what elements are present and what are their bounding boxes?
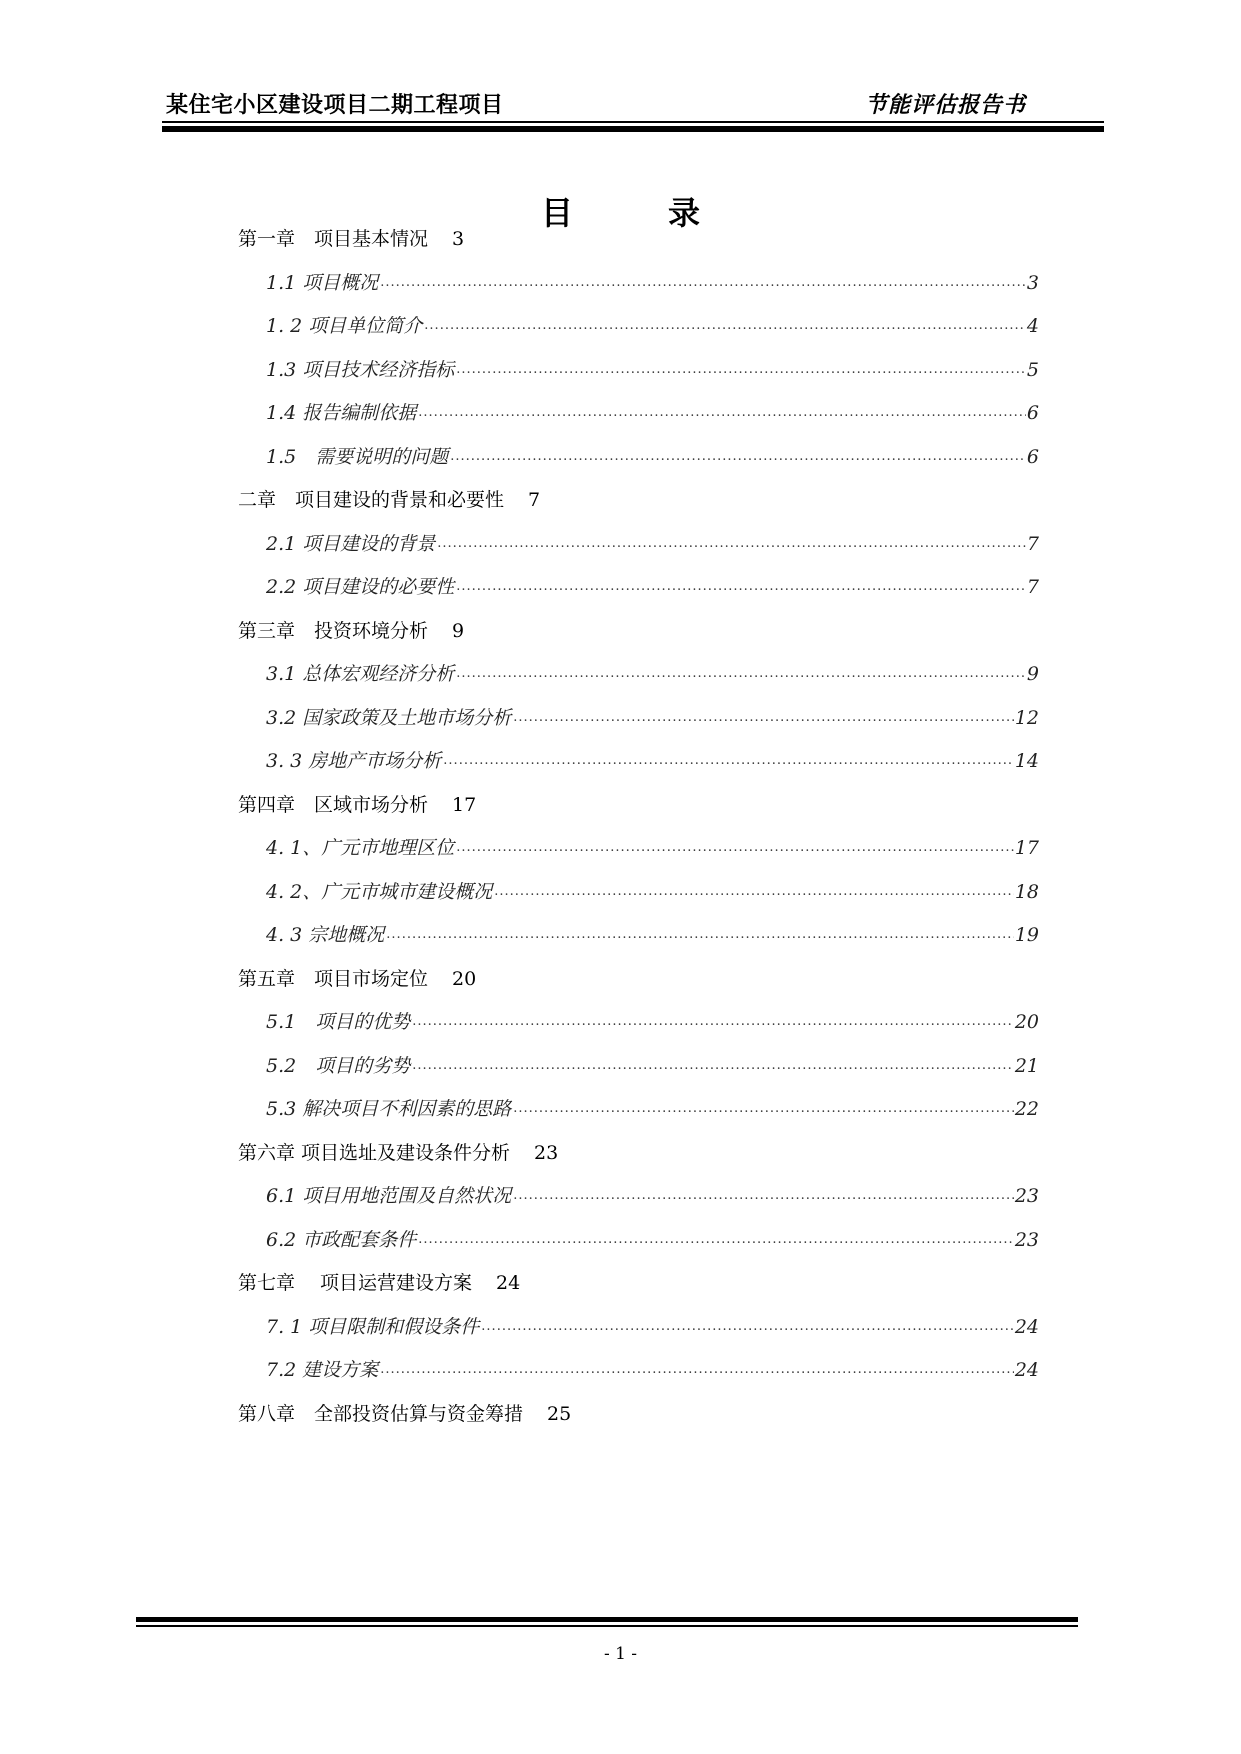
toc-entry-label: 3.2 国家政策及土地市场分析	[266, 706, 512, 729]
toc-entry-page: 9	[452, 619, 465, 642]
toc-chapter-entry[interactable]	[238, 964, 476, 994]
toc-entry-label: 第三章 投资环境分析	[238, 619, 429, 642]
toc-entry-label: 7. 1 项目限制和假设条件	[266, 1315, 480, 1338]
toc-leader-dots	[450, 442, 1026, 472]
toc-entry-page: 24	[496, 1272, 521, 1294]
toc-entry-page: 25	[547, 1402, 572, 1425]
toc-section-entry[interactable]	[266, 355, 1039, 385]
toc-entry-page: 19	[1014, 924, 1039, 946]
toc-entry-label: 4. 2、广元市城市建设概况	[266, 880, 493, 903]
toc-entry-label: 3.1 总体宏观经济分析	[266, 663, 455, 685]
toc-entry-page: 4	[1026, 315, 1039, 337]
toc-entry-page: 17	[1014, 837, 1039, 859]
toc-entry-page: 23	[1014, 1228, 1039, 1251]
toc-section-entry[interactable]	[266, 659, 1039, 689]
toc-chapter-entry[interactable]	[238, 1399, 571, 1429]
toc-chapter-entry[interactable]	[238, 1268, 520, 1298]
header-rule-thin	[162, 121, 1104, 123]
toc-chapter-entry[interactable]	[238, 1138, 558, 1168]
toc-section-entry[interactable]	[266, 920, 1039, 950]
toc-entry-label: 7.2 建设方案	[266, 1359, 379, 1381]
toc-chapter-entry[interactable]	[238, 790, 476, 820]
toc-entry-label: 二章 项目建设的背景和必要性	[238, 489, 505, 511]
toc-entry-page: 14	[1014, 750, 1039, 772]
toc-title: 目录	[540, 194, 795, 232]
toc-leader-dots	[424, 311, 1026, 341]
toc-entry-page: 23	[534, 1141, 559, 1164]
toc-entry-label: 1.4 报告编制依据	[266, 402, 417, 424]
toc-entry-label: 第七章 项目运营建设方案	[238, 1272, 473, 1294]
toc-entry-page: 6	[1026, 402, 1039, 424]
toc-leader-dots	[443, 746, 1014, 776]
toc-entry-page: 7	[1026, 532, 1039, 555]
toc-entry-label: 5.2 项目的劣势	[266, 1054, 411, 1077]
header-doc-type: 节能评估报告书	[864, 93, 1026, 118]
toc-entry-page: 17	[452, 793, 477, 816]
toc-entry-label: 第八章 全部投资估算与资金筹措	[238, 1402, 524, 1425]
toc-entry-page: 21	[1014, 1054, 1039, 1077]
toc-section-entry[interactable]	[266, 529, 1039, 559]
page-header	[162, 88, 1104, 120]
toc-entry-label: 第四章 区域市场分析	[238, 793, 429, 816]
toc-entry-page: 7	[528, 489, 541, 511]
toc-entry-page: 23	[1014, 1185, 1039, 1207]
toc-leader-dots	[513, 703, 1014, 733]
toc-leader-dots	[456, 572, 1026, 602]
toc-entry-page: 7	[1026, 576, 1039, 598]
toc-entry-label: 5.1 项目的优势	[266, 1011, 411, 1033]
toc-section-entry[interactable]	[266, 268, 1039, 298]
toc-entry-label: 4. 3 宗地概况	[266, 924, 385, 946]
toc-entry-label: 第一章 项目基本情况	[238, 228, 429, 250]
toc-leader-dots	[412, 1007, 1014, 1037]
toc-leader-dots	[513, 1094, 1014, 1124]
toc-section-entry[interactable]	[266, 1051, 1039, 1081]
toc-section-entry[interactable]	[266, 703, 1039, 733]
toc-section-entry[interactable]	[266, 877, 1039, 907]
toc-section-entry[interactable]	[266, 746, 1039, 776]
toc-section-entry[interactable]	[266, 572, 1039, 602]
toc-section-entry[interactable]	[266, 1181, 1039, 1211]
toc-leader-dots	[456, 355, 1026, 385]
toc-leader-dots	[380, 1355, 1014, 1385]
toc-entry-label: 6.2 市政配套条件	[266, 1228, 417, 1251]
toc-entry-label: 3. 3 房地产市场分析	[266, 750, 442, 772]
toc-leader-dots	[437, 529, 1026, 559]
toc-chapter-entry[interactable]	[238, 616, 464, 646]
header-project-title: 某住宅小区建设项目二期工程项目	[166, 93, 504, 118]
toc-leader-dots	[412, 1051, 1014, 1081]
toc-leader-dots	[418, 398, 1026, 428]
toc-entry-page: 18	[1014, 880, 1039, 903]
toc-entry-label: 5.3 解决项目不利因素的思路	[266, 1098, 512, 1120]
header-rule-thick	[162, 126, 1104, 132]
toc-section-entry[interactable]	[266, 833, 1039, 863]
page-number: - 1 -	[603, 1644, 638, 1664]
toc-leader-dots	[456, 659, 1026, 689]
toc-section-entry[interactable]	[266, 1312, 1039, 1342]
toc-entry-page: 5	[1026, 358, 1039, 381]
toc-section-entry[interactable]	[266, 311, 1039, 341]
toc-chapter-entry[interactable]	[238, 485, 540, 515]
toc-entry-page: 3	[1026, 271, 1039, 294]
toc-section-entry[interactable]	[266, 1007, 1039, 1037]
toc-entry-page: 6	[1026, 445, 1039, 468]
toc-entry-label: 6.1 项目用地范围及自然状况	[266, 1185, 512, 1207]
toc-entry-page: 22	[1014, 1098, 1039, 1120]
toc-leader-dots	[513, 1181, 1014, 1211]
toc-leader-dots	[380, 268, 1026, 298]
toc-chapter-entry[interactable]	[238, 224, 464, 254]
toc-entry-label: 第六章 项目选址及建设条件分析	[238, 1141, 511, 1164]
toc-entry-label: 2.2 项目建设的必要性	[266, 576, 455, 598]
toc-entry-page: 20	[452, 967, 477, 990]
toc-entry-label: 第五章 项目市场定位	[238, 967, 429, 990]
toc-entry-label: 1. 2 项目单位简介	[266, 315, 423, 337]
toc-section-entry[interactable]	[266, 442, 1039, 472]
toc-entry-page: 24	[1014, 1359, 1039, 1381]
footer-rule-thick	[136, 1617, 1078, 1622]
toc-leader-dots	[386, 920, 1014, 950]
toc-entry-page: 24	[1014, 1315, 1039, 1338]
toc-entry-label: 1.1 项目概况	[266, 271, 379, 294]
toc-leader-dots	[456, 833, 1014, 863]
toc-leader-dots	[494, 877, 1014, 907]
toc-entry-label: 1.3 项目技术经济指标	[266, 358, 455, 381]
toc-section-entry[interactable]	[266, 1355, 1039, 1385]
footer-rule-thin	[136, 1625, 1078, 1627]
toc-entry-page: 9	[1026, 663, 1039, 685]
toc-leader-dots	[481, 1312, 1014, 1342]
toc-section-entry[interactable]	[266, 1094, 1039, 1124]
toc-leader-dots	[418, 1225, 1014, 1255]
toc-entry-label: 4. 1、广元市地理区位	[266, 837, 455, 859]
toc-section-entry[interactable]	[266, 1225, 1039, 1255]
toc-entry-page: 12	[1014, 706, 1039, 729]
toc-entry-page: 3	[452, 228, 465, 250]
toc-entry-label: 1.5 需要说明的问题	[266, 445, 449, 468]
toc-entry-page: 20	[1014, 1011, 1039, 1033]
toc-section-entry[interactable]	[266, 398, 1039, 428]
toc-entry-label: 2.1 项目建设的背景	[266, 532, 436, 555]
